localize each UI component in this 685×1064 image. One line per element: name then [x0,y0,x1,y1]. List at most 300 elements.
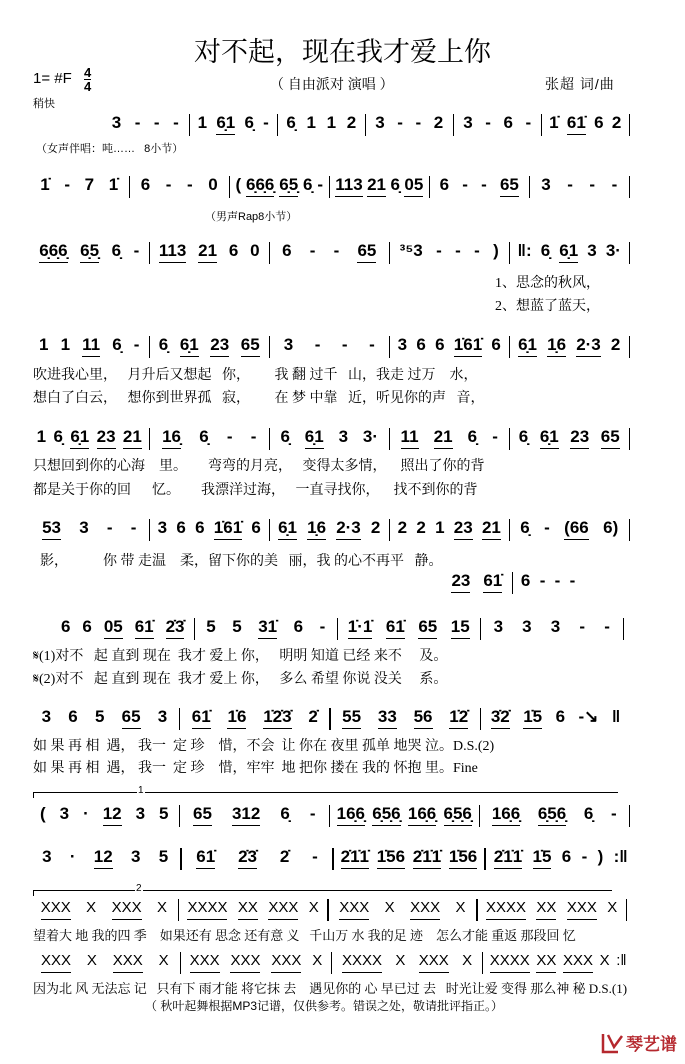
female-backing-note: （女声伴唱：吨…… 8小节） [36,143,184,155]
note-group: 6 [439,175,450,194]
note-group: - [539,571,546,590]
note-group: 1̇2̇ [449,708,468,729]
note-group: 1 [60,335,71,354]
note-group: - [309,241,316,260]
note-group: 6 [176,518,186,537]
rap-lyric-line: 因为北 风 无法忘 记 只有下 雨才能 将它抹 去 遇见你的 心 早已过 去 时光让爱 变得 那么神 秘 D.S.(1) [33,981,628,996]
lyric-line: 吹进我心里， 月升后又想起 你， 我 翻 过千 山，我走 过万 水， [33,368,478,383]
note-group: XXX [268,899,298,920]
note-group: 1̇ [40,175,50,194]
barline [541,114,543,136]
barline [629,805,631,827]
note-group: 6 [140,175,151,194]
barline [509,242,511,264]
barline [269,519,271,541]
measure [457,114,538,134]
note-group: - [397,113,403,132]
note-group: XXX [41,899,71,920]
measure [393,242,506,262]
time-signature [84,66,91,93]
measure [33,848,177,869]
note-group: 2 [370,518,381,537]
note-group: 0 [250,241,260,260]
barline [476,899,478,921]
note-group: - [314,335,321,354]
barline [189,114,191,136]
ending-bracket-2 [33,883,612,896]
note-group: 5 [159,804,169,823]
note-group: 6̣5̣6̣ [444,805,472,826]
measure [185,848,329,869]
note-group: - [153,113,160,132]
note-group: 3 [493,617,504,636]
note-group: - [369,335,375,354]
measure [486,952,630,973]
barline [512,572,514,594]
note-group: 65 [500,176,519,197]
note-group: 6̣1 [518,336,537,357]
notation-row [55,618,627,642]
note-group: 2 [397,518,408,537]
note-group: 3 [157,707,168,726]
note-group: 2 [610,335,621,354]
note-group: X [308,899,319,916]
note-group: 3 [59,804,70,823]
note-group: 31̇ [258,618,277,639]
note-group: 12 [103,805,122,826]
note-group: 6̣ [112,335,122,354]
note-group: 16̣6̣ [492,805,520,826]
note-group: ) [493,241,499,260]
note-group: XXXX [187,899,227,920]
note-group: XXXX [486,899,526,920]
note-group: 2̇3̇ [166,618,185,639]
note-group: X [395,952,406,969]
measure [33,805,176,826]
notation-row [33,336,633,360]
note-group: 6̣6̣6̣ [246,176,274,197]
note-group: 16̣6̣ [408,805,436,826]
lyric-line: 影， 你 带 走温 柔，留下你的美 丽，我 的心不再平 静。 [40,554,443,569]
measure [489,848,633,869]
note-group: 23 [570,428,589,449]
note-group: 5 [206,617,216,636]
note-group: 312 [232,805,260,826]
note-group: - [134,113,141,132]
note-group: 21 [434,428,453,449]
note-group: ‖ [611,707,621,726]
barline [149,519,151,541]
rap-lyric-line: 望着大 地 我的四 季 如果还有 思念 还有意 义 千山万 水 我的足 迹 怎么才能 重返 那段回 忆 [33,928,576,943]
note-group: 2 [346,113,357,132]
measure [184,952,328,973]
footnote: （ 秋叶起舞根据MP3记谱，仅供参考。错误之处，敬请批评指正。） [145,999,504,1013]
note-group: - [317,175,324,194]
note-group: X [599,952,610,969]
note-group: - [455,241,461,260]
measure [533,176,626,196]
logo-text: 琴艺谱 [626,1035,677,1054]
note-group: 6̣ [111,241,122,260]
key-signature: 1= #F [33,70,72,87]
note-group: 05 [104,618,123,639]
note-group: 6̣1 [216,114,235,135]
note-group: 61̇ [192,708,211,729]
note-group: X [312,952,323,969]
measure [481,899,623,920]
note-group: 3 [463,113,473,132]
note-group: ( [39,804,46,823]
notation-row [33,899,630,923]
barline [629,114,631,136]
measure [484,708,627,729]
barline [626,899,628,921]
note-group: 3 [338,427,349,446]
note-group: - [474,241,480,260]
note-group: 6̣5̣ [80,242,99,263]
note-group: 3̇2̇ [491,708,510,729]
lyric-line: 都是关于你的回 忆。 我漂洋过海， 一直寻找你， 找不到你的背 [33,483,478,498]
note-group: - [312,847,318,866]
note-group: XXX [41,952,71,973]
barline [482,952,484,974]
note-group: - [611,175,618,194]
barline [389,242,391,264]
note-group: 53 [42,519,61,540]
note-group: 3 [42,847,52,866]
site-logo [600,1030,677,1055]
measure [33,336,146,357]
measure [55,618,191,639]
measure [33,899,175,920]
note-group: XXX [112,899,142,920]
note-group: 3 [41,707,52,726]
note-group: 6̣ [467,427,478,446]
note-group: ( [235,175,242,194]
logo-icon [600,1031,626,1055]
barline [277,114,279,136]
note-group: 6̣5̣6̣ [538,805,566,826]
note-group: :‖ [613,847,628,866]
note-group: 6̣ [53,427,63,446]
barline [509,428,511,450]
note-group: 6̣ [520,518,530,537]
note-group: XXX [410,899,440,920]
note-group: 6̣ [199,427,209,446]
barline [484,848,486,870]
barline [180,848,182,870]
notation-row [445,572,580,596]
performer: （ 自由派对 演唱 ） [270,76,394,92]
note-group: 55 [342,708,361,729]
note-group: - [250,427,257,446]
note-group: 6 [195,518,205,537]
note-group: ³⁵3 [399,241,423,260]
note-group: - [130,518,137,537]
note-group: 65 [601,428,620,449]
note-group: 1̣6 [547,336,566,357]
barline [180,952,182,974]
note-group: 6) [603,518,619,537]
note-group: 23 [97,428,116,449]
measure [513,336,626,357]
measure [233,176,326,197]
note-group: 3· [362,427,379,446]
measure [273,428,386,449]
note-group: 6̣1 [559,242,578,263]
barline [194,618,196,640]
measure [153,242,266,263]
measure [334,708,477,729]
note-group: 2·3 [576,336,601,357]
note-group: -↘ [578,707,599,726]
note-group: 6 [555,707,566,726]
note-group: - [341,335,348,354]
barline [389,428,391,450]
note-group: - [187,175,193,194]
note-group: 16̣6̣ [337,805,365,826]
note-group: 21 [123,428,142,449]
note-group: 3 [587,241,597,260]
note-group: 6 [503,113,513,132]
note-group: 6 [60,617,71,636]
note-group: 23 [454,519,473,540]
note-group: 1̇56 [377,848,405,869]
measure [333,176,426,197]
lyric-line: 只想回到你的心海 里。 弯弯的月亮， 变得太多情， 照出了你的背 [33,459,485,474]
measure [105,114,186,134]
note-group: - [581,847,588,866]
note-group: X [384,899,395,916]
lyric-line: 如 果 再 相 遇， 我一 定 珍 惜，不会 让 你在 夜里 孤单 地哭 泣。D.S.(2) [33,739,495,754]
note-group: :‖ [616,952,627,969]
note-group: 21 [367,176,386,197]
measure [33,176,126,196]
measure [513,428,626,449]
note-group: XXX [567,899,597,920]
lyric-line: 2、想蓝了蓝天， [495,299,600,314]
note-group: XXX [113,952,143,973]
measure [33,428,146,449]
note-group: XXX [190,952,220,973]
note-group: 61̇ [135,618,154,639]
note-group: 6̣1 [305,428,324,449]
note-group: XXXX [490,952,530,973]
note-group: · [69,847,76,866]
measure [513,242,626,263]
note-group: 11 [401,428,419,449]
note-group: 61̇ [567,114,586,135]
note-group: 113 [159,242,186,263]
measure [341,618,477,639]
barline [327,899,329,921]
note-group: - [604,617,610,636]
note-group: 1̇ [549,113,559,132]
notation-row [105,114,633,138]
note-group: XXX [271,952,301,973]
note-group: 1 [435,518,445,537]
note-group: 5 [158,847,169,866]
note-group: 1 [326,113,337,132]
note-group: 3 [130,847,141,866]
ending-number: 2 [136,883,142,894]
barline [389,336,391,358]
note-group: 3 [375,113,385,132]
notation-row [33,708,627,732]
note-group: 6̣1 [70,428,89,449]
note-group: 1 [39,335,49,354]
barline [629,336,631,358]
note-group: 6̣1 [180,336,199,357]
note-group: 3 [550,617,561,636]
note-group: 1̇2̇3̇ [263,708,291,729]
measure [484,618,620,638]
barline [365,114,367,136]
note-group: - [165,175,172,194]
note-group: - [569,571,576,590]
measure [273,242,386,263]
measure [332,899,474,920]
note-group: 23 [451,572,470,593]
notation-row [33,805,633,829]
measure [337,848,481,869]
song-title: 对不起，现在我才爱上你 [194,37,491,67]
note-group: 3 [541,175,551,194]
note-group: 3· [605,241,621,260]
note-group: - [525,113,532,132]
note-group: - [106,518,113,537]
barline [480,618,482,640]
barline [149,428,151,450]
barline [269,336,271,358]
lyric-line: 𝄋(1)对不 起 直到 现在 我才 爱上 你， 明明 知道 已经 来不 及。 [33,649,448,664]
note-group: - [481,175,487,194]
measure [183,805,326,826]
barline [629,176,631,198]
note-group: XXX [230,952,260,973]
note-group: ) [597,847,604,866]
barline [331,952,333,974]
note-group: 61̇ [196,848,215,869]
note-group: - [610,804,617,823]
note-group: 3 [522,617,532,636]
note-group: 1̇ [108,175,119,194]
time-bottom: 4 [84,79,92,94]
note-group: - [492,427,498,446]
note-group: 12 [94,848,113,869]
note-group: - [415,113,422,132]
note-group: 1 [36,427,47,446]
note-group: 65 [357,242,376,263]
note-group: - [133,241,140,260]
note-group: 6̣ [280,804,290,823]
note-group: 65 [418,618,437,639]
measure [433,176,526,197]
barline [389,519,391,541]
measure [393,519,506,540]
note-group: 61̇ [386,618,405,639]
note-group: 6 [251,518,261,537]
barline [623,618,625,640]
note-group: 21 [482,519,501,540]
note-group: 6 [282,241,292,260]
note-group: 15 [451,618,470,639]
note-group: 6̣ [390,175,400,194]
note-group: 2̇1̇1̇ [341,848,369,869]
lyric-line: 想白了白云， 想你到世界孤 寂， 在 梦 中靠 近，听见你的声 音， [33,391,485,406]
note-group: 6̣ [303,175,313,194]
note-group: 0 [208,175,218,194]
note-group: 2̇ [279,847,290,866]
note-group: 6̣ [583,804,594,823]
barline [529,176,531,198]
note-group: X [86,952,97,969]
note-group: X [607,899,618,916]
note-group: XX [536,952,556,973]
barline [509,519,511,541]
note-group: 6 [416,335,426,354]
barline [129,176,131,198]
note-group: - [436,241,442,260]
notation-row [33,519,633,543]
note-group: - [579,617,586,636]
measure [369,114,450,134]
notation-row [33,952,630,976]
note-group: 6 [68,707,78,726]
note-group: 5 [232,617,242,636]
note-group: 1̣6 [307,519,326,540]
note-group: 3 [79,518,89,537]
barline [453,114,455,136]
barline [629,242,631,264]
note-group: - [263,113,269,132]
measure [153,519,266,540]
note-group: 6̣ [244,113,254,132]
barline [329,708,331,730]
barline [229,176,231,198]
note-group: 6̣5̣6̣ [372,805,400,826]
barline [337,618,339,640]
measure [483,805,626,826]
note-group: 2 [611,113,622,132]
note-group: 1̇61̇ [214,519,242,540]
note-group: - [309,804,316,823]
measure [33,708,176,729]
note-group: 6̣5̣ [279,176,298,197]
note-group: - [64,175,71,194]
note-group: 6̣ [540,241,551,260]
barline [179,708,181,730]
measure [33,242,146,263]
note-group: - [462,175,468,194]
note-group: X [455,899,466,916]
note-group: 65 [241,336,260,357]
barline [429,176,431,198]
note-group: 1̇6 [227,708,246,729]
note-group: 1̇5 [533,848,552,869]
note-group: 1 [197,113,208,132]
note-group: ‖: [517,241,532,260]
barline [479,805,481,827]
note-group: 2̇1̇1̇ [494,848,522,869]
note-group: 05 [404,176,423,197]
note-group: - [554,571,561,590]
measure [393,336,506,357]
note-group: 6̣ [158,335,169,354]
note-group: 1̇56 [449,848,477,869]
note-group: · [83,804,89,823]
measure [153,336,266,357]
